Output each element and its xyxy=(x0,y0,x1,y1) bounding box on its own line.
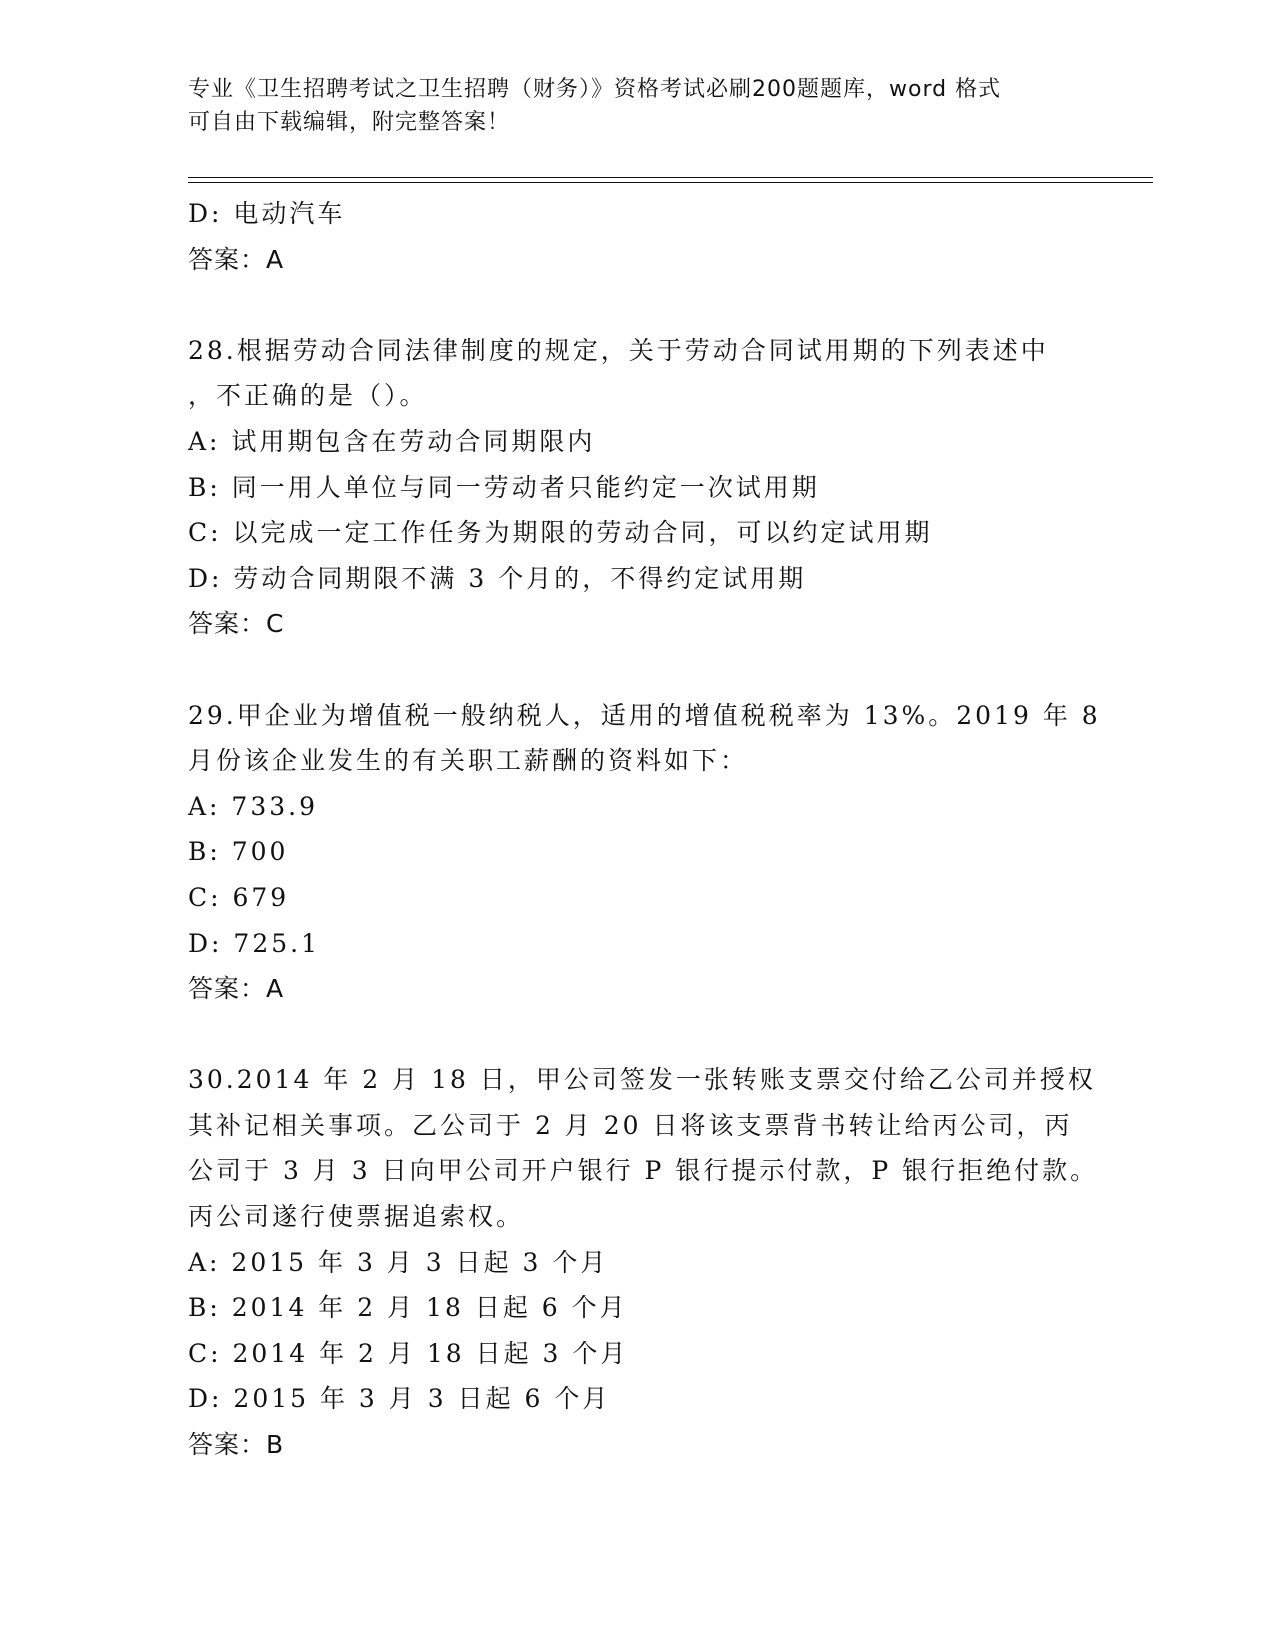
question-stem: 29.甲企业为增值税一般纳税人，适用的增值税税率为 13%。2019 年 8 xyxy=(188,700,1101,730)
answer: 答案：B xyxy=(188,1430,285,1460)
option-c: C: 679 xyxy=(188,882,290,912)
question-29 xyxy=(188,693,1101,1012)
option-b: B: 700 xyxy=(188,837,289,867)
answer: 答案：C xyxy=(188,609,285,639)
option-a: A: 733.9 xyxy=(188,791,318,821)
question-28 xyxy=(188,328,1078,647)
question-stem: 丙公司遂行使票据追索权。 xyxy=(188,1202,525,1232)
option-d: D: 2015 年 3 月 3 日起 6 个月 xyxy=(188,1384,611,1414)
spacer xyxy=(188,647,1078,693)
question-stem: 其补记相关事项。乙公司于 2 月 20 日将该支票背书转让给丙公司，丙 xyxy=(188,1110,1073,1140)
question-stem: 公司于 3 月 3 日向甲公司开户银行 P 银行提示付款，P 银行拒绝付款。 xyxy=(188,1156,1099,1186)
question-stem: 30.2014 年 2 月 18 日，甲公司签发一张转账支票交付给乙公司并授权 xyxy=(188,1065,1096,1095)
option-a: A: 试用期包含在劳动合同期限内 xyxy=(188,426,596,456)
question-stem: 28.根据劳动合同法律制度的规定，关于劳动合同试用期的下列表述中 xyxy=(188,335,1049,365)
question-stem: 月份该企业发生的有关职工薪酬的资料如下： xyxy=(188,746,749,776)
answer: 答案：A xyxy=(188,974,285,1004)
answer: 答案：A xyxy=(188,244,285,274)
question-30 xyxy=(188,1057,1099,1467)
prev-question xyxy=(188,191,1078,282)
document-body xyxy=(188,191,1101,1468)
page-header xyxy=(188,73,1088,139)
header-rule-top xyxy=(188,177,1153,178)
header-rule-bottom xyxy=(188,182,1153,183)
option-d: D: 劳动合同期限不满 3 个月的，不得约定试用期 xyxy=(188,563,807,593)
option-b: B: 同一用人单位与同一劳动者只能约定一次试用期 xyxy=(188,472,820,502)
header-line-2: 可自由下载编辑，附完整答案！ xyxy=(188,110,511,135)
option-a: A: 2015 年 3 月 3 日起 3 个月 xyxy=(188,1247,609,1277)
option-c: C: 2014 年 2 月 18 日起 3 个月 xyxy=(188,1338,629,1368)
option-b: B: 2014 年 2 月 18 日起 6 个月 xyxy=(188,1293,628,1323)
spacer xyxy=(188,282,1078,328)
question-stem: ，不正确的是（）。 xyxy=(188,381,428,411)
option-c: C: 以完成一定工作任务为期限的劳动合同，可以约定试用期 xyxy=(188,518,933,548)
header-line-1: 专业《卫生招聘考试之卫生招聘（财务）》资格考试必刷200题题库，word 格式 xyxy=(188,77,1002,102)
option-d: D: 725.1 xyxy=(188,928,320,958)
option-d: D: 电动汽车 xyxy=(188,199,346,228)
spacer xyxy=(188,1012,1078,1058)
